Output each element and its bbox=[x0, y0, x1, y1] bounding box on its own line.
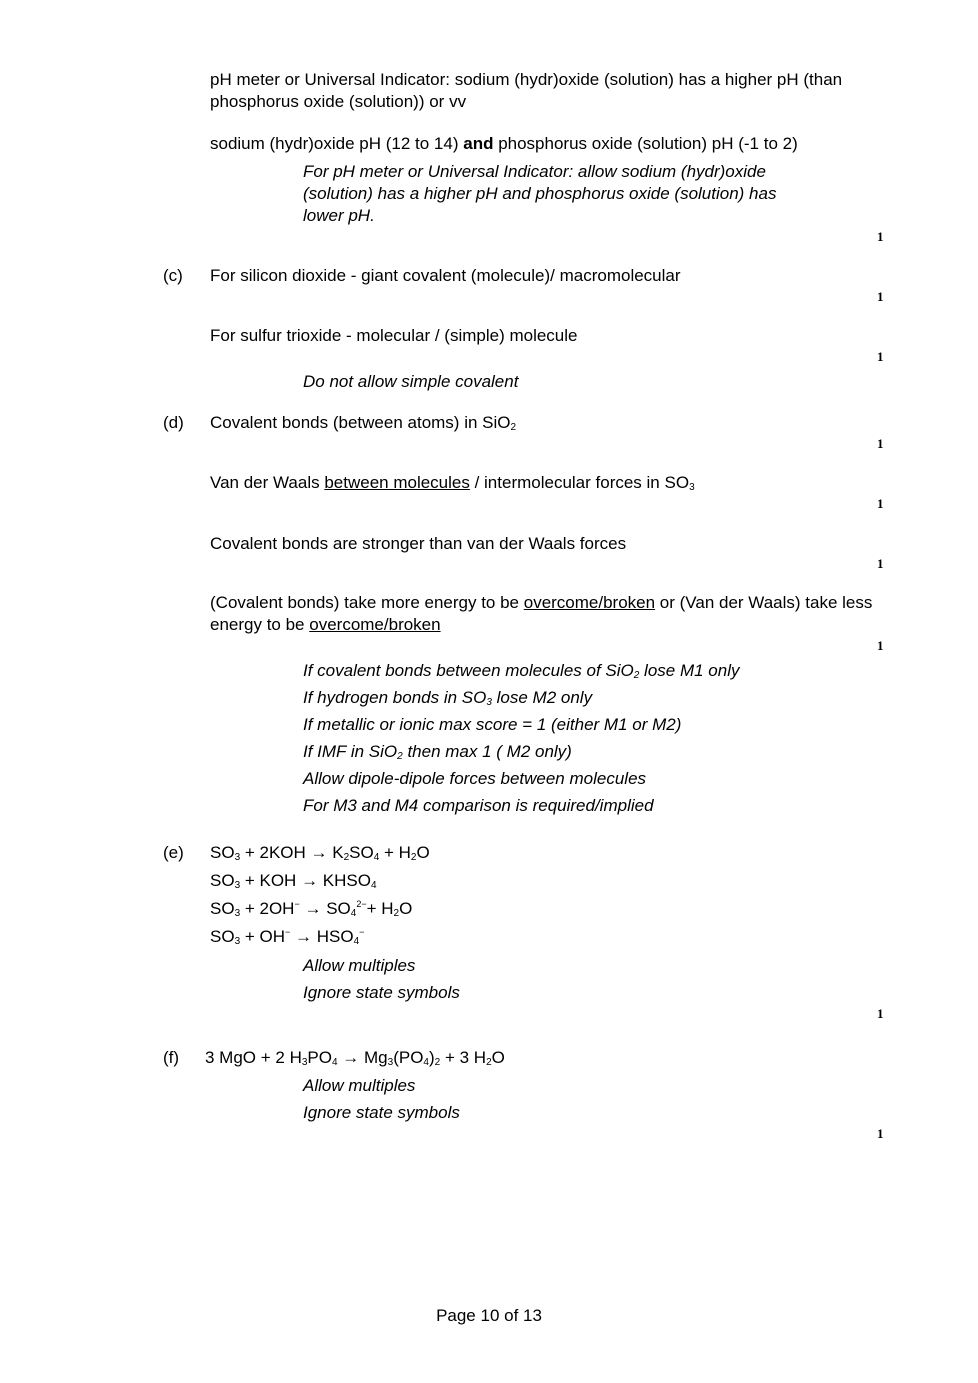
d-note-6: For M3 and M4 comparison is required/implied bbox=[303, 796, 654, 815]
e-note-multiples: Allow multiples bbox=[303, 956, 416, 975]
d-van-der-waals: Van der Waals between molecules / intermolecular forces in $SO_3$ bbox=[210, 473, 695, 493]
d-covalent-bonds: Covalent bonds (between atoms) in SiO$_2$ bbox=[210, 413, 517, 433]
f-equation: 3 MgO + 2 $H_3PO_4 \to Mg_3(PO_4)_2 + 3$ $H_2O$ bbox=[205, 1048, 505, 1068]
d-note-2: If hydrogen bonds in $SO_3$ lose M2 only bbox=[303, 688, 593, 708]
part-e-label: (e) bbox=[163, 843, 184, 862]
mark-c2: 1 bbox=[877, 349, 884, 364]
e-note-state: Ignore state symbols bbox=[303, 983, 460, 1002]
mark-d4: 1 bbox=[877, 638, 884, 653]
f-note-multiples: Allow multiples bbox=[303, 1076, 416, 1095]
d-note-5: Allow dipole-dipole forces between molecules bbox=[303, 769, 647, 788]
mark-d3: 1 bbox=[877, 556, 884, 571]
d-note-4: If IMF in SiO$_2$ then max 1 ( M2 only) bbox=[303, 742, 572, 762]
mark-e: 1 bbox=[877, 1006, 884, 1021]
d-energy: (Covalent bonds) take more energy to be overcome/broken or (Van der Waals) take less energy to be overcome/broken bbox=[210, 593, 873, 634]
e-equation-1: $SO_3 + 2KOH \to K_2SO_4 + H_2O$ bbox=[210, 843, 430, 863]
mark-ph: 1 bbox=[877, 229, 884, 244]
mark-f: 1 bbox=[877, 1126, 884, 1141]
d-note-1: If covalent bonds between molecules of SiO$_2$ lose M1 only bbox=[303, 661, 740, 681]
c-sulfur-trioxide: For sulfur trioxide - molecular / (simple) molecule bbox=[210, 326, 578, 345]
mark-c1: 1 bbox=[877, 289, 884, 304]
part-d-label: (d) bbox=[163, 413, 184, 432]
f-note-state: Ignore state symbols bbox=[303, 1103, 460, 1122]
d-note-3: If metallic or ionic max score = 1 (either M1 or M2) bbox=[303, 715, 682, 734]
part-f-label: (f) bbox=[163, 1048, 180, 1067]
e-equation-4: $SO_3 + OH^- \to HSO_4^-$ bbox=[210, 927, 365, 947]
ph-values-answer: sodium (hydr)oxide pH (12 to 14) and phosphorus oxide (solution) pH (-1 to 2) bbox=[210, 134, 798, 153]
e-equation-3: $SO_3 + 2OH^- \to SO_4^{2-}+ H_2O$ bbox=[210, 899, 413, 919]
e-equation-2: $SO_3$ + KOH → $KHSO_4$ bbox=[210, 871, 377, 891]
mark-d2: 1 bbox=[877, 496, 884, 511]
ph-guidance-note: For pH meter or Universal Indicator: allow sodium (hydr)oxide (solution) has a higher pH and phosphorus oxide (solution) has lower pH. bbox=[303, 162, 777, 225]
page-footer: Page 10 of 13 bbox=[436, 1306, 542, 1325]
c-silicon-dioxide: For silicon dioxide - giant covalent (molecule)/ macromolecular bbox=[210, 266, 681, 285]
part-c-label: (c) bbox=[163, 266, 183, 285]
c-guidance-note: Do not allow simple covalent bbox=[303, 372, 519, 391]
mark-d1: 1 bbox=[877, 436, 884, 451]
ph-meter-answer: pH meter or Universal Indicator: sodium (hydr)oxide (solution) has a higher pH (than phosphorus oxide (solution)) or vv bbox=[210, 70, 843, 111]
d-stronger: Covalent bonds are stronger than van der Waals forces bbox=[210, 534, 627, 553]
